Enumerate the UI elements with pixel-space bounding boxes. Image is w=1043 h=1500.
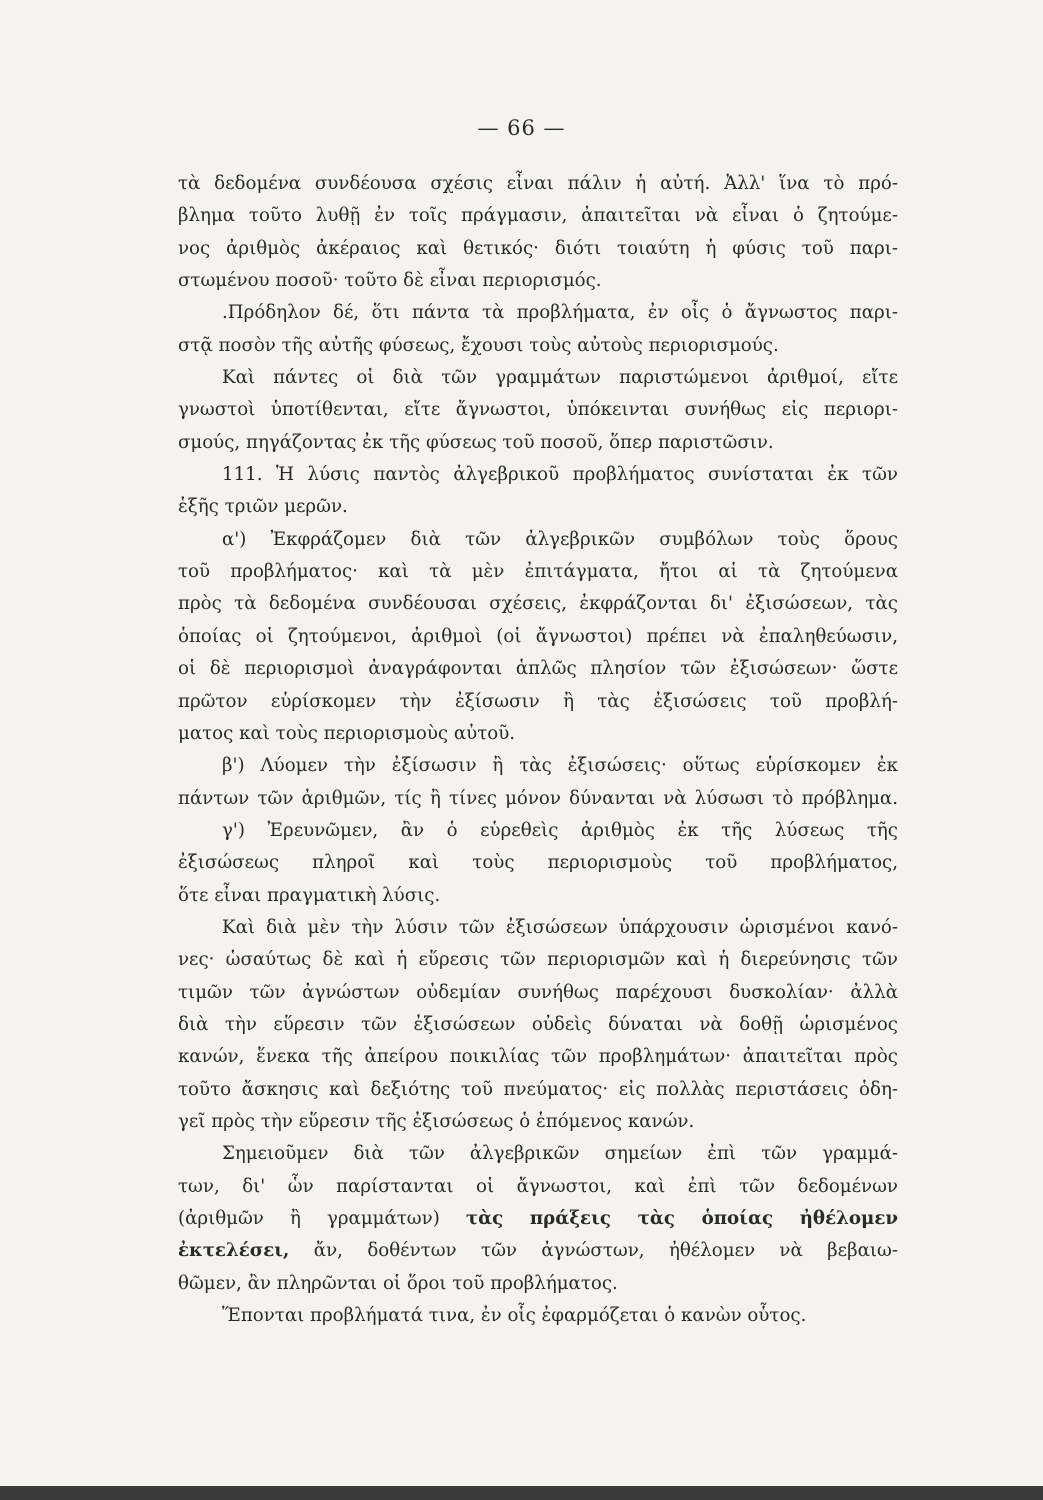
text-line: τὰ δεδομένα συνδέουσα σχέσις εἶναι πάλιν ἡ αὐτή. Ἀλλ' ἵνα τὸ πρό- bbox=[178, 173, 898, 194]
body-text bbox=[178, 168, 898, 1332]
text-line: πάντων τῶν ἀριθμῶν, τίς ἢ τίνες μόνον δύνανται νὰ λύσωσι τὸ πρόβλημα. bbox=[178, 787, 898, 809]
text-line: ὁποίας οἱ ζητούμενοι, ἀριθμοὶ (οἱ ἄγνωστοι) πρέπει νὰ ἐπαληθεύωσιν, bbox=[178, 625, 898, 647]
bold-run: ἐκτελέσει, bbox=[178, 1240, 290, 1262]
text-line: γεῖ πρὸς τὴν εὕρεσιν τῆς ἐξισώσεως ὁ ἑπόμενος κανών. bbox=[178, 1110, 695, 1132]
text-line: βλημα τοῦτο λυθῇ ἐν τοῖς πράγμασιν, ἀπαιτεῖται νὰ εἶναι ὁ ζητούμε- bbox=[178, 205, 898, 227]
rule-text: Σημειοῦμεν διὰ τῶν ἀλγεβρικῶν σημείων ἐπὶ τῶν γραμμά- bbox=[222, 1143, 898, 1165]
text-line: ματος καὶ τοὺς περιορισμοὺς αὐτοῦ. bbox=[178, 722, 516, 744]
text-run: (ἀριθμῶν ἢ γραμμάτων) bbox=[178, 1208, 466, 1229]
text-line: διὰ τὴν εὕρεσιν τῶν ἐξισώσεων οὐδεὶς δύναται νὰ δοθῇ ὡρισμένος bbox=[178, 1013, 898, 1035]
text-line: πρὸς τὰ δεδομένα συνδέουσαι σχέσεις, ἐκφράζονται δι' ἐξισώσεων, τὰς bbox=[178, 593, 898, 615]
text-line: Καὶ πάντες οἱ διὰ τῶν γραμμάτων παριστώμενοι ἀριθμοί, εἴτε bbox=[222, 367, 898, 389]
text-line: τιμῶν τῶν ἀγνώστων οὐδεμίαν συνήθως παρέχουσι δυσκολίαν· ἀλλὰ bbox=[178, 981, 898, 1003]
scan-edge bbox=[0, 1486, 1043, 1500]
rule-text: των, δι' ὧν παρίστανται οἱ ἄγνωστοι, καὶ ἐπὶ τῶν δεδομένων bbox=[178, 1175, 898, 1197]
text-line: στᾷ ποσὸν τῆς αὐτῆς φύσεως, ἔχουσι τοὺς αὐτοὺς περιορισμούς. bbox=[178, 334, 779, 356]
section-heading-111: 111. Ἡ λύσις παντὸς ἀλγεβρικοῦ προβλήματος συνίσταται ἐκ τῶν bbox=[222, 464, 898, 486]
text-line: οἱ δὲ περιορισμοὶ ἀναγράφονται ἁπλῶς πλησίον τῶν ἐξισώσεων· ὥστε bbox=[178, 658, 898, 680]
text-line: γνωστοὶ ὑποτίθενται, εἴτε ἄγνωστοι, ὑπόκεινται συνήθως εἰς περιορι- bbox=[178, 399, 898, 421]
text-line: ὅτε εἶναι πραγματικὴ λύσις. bbox=[178, 884, 441, 906]
text-line: ἑξῆς τριῶν μερῶν. bbox=[178, 496, 348, 518]
step-alpha: α') Ἐκφράζομεν διὰ τῶν ἀλγεβρικῶν συμβόλων τοὺς ὅρους bbox=[222, 528, 898, 550]
text-line: τοῦ προβλήματος· καὶ τὰ μὲν ἐπιτάγματα, ἤτοι αἱ τὰ ζητούμενα bbox=[178, 561, 898, 583]
text-line: θῶμεν, ἂν πληρῶνται οἱ ὅροι τοῦ προβλήματος. bbox=[178, 1272, 618, 1294]
text-line: νες· ὡσαύτως δὲ καὶ ἡ εὕρεσις τῶν περιορισμῶν καὶ ἡ διερεύνησις τῶν bbox=[178, 949, 898, 971]
page-number: — 66 — bbox=[477, 116, 566, 140]
text-line: τοῦτο ἄσκησις καὶ δεξιότης τοῦ πνεύματος· εἰς πολλὰς περιστάσεις ὁδη- bbox=[178, 1078, 898, 1100]
text-line: σμούς, πηγάζοντας ἐκ τῆς φύσεως τοῦ ποσοῦ, ὅπερ παριστῶσιν. bbox=[178, 431, 774, 453]
step-beta: β') Λύομεν τὴν ἐξίσωσιν ἢ τὰς ἐξισώσεις· οὕτως εὑρίσκομεν ἐκ bbox=[222, 755, 898, 777]
text-line: πρῶτον εὑρίσκομεν τὴν ἐξίσωσιν ἢ τὰς ἐξισώσεις τοῦ προβλή- bbox=[178, 690, 898, 712]
step-gamma: γ') Ἐρευνῶμεν, ἂν ὁ εὑρεθεὶς ἀριθμὸς ἐκ τῆς λύσεως τῆς bbox=[222, 819, 898, 841]
bold-run: τὰς πράξεις τὰς ὁποίας ἠθέλομεν bbox=[465, 1208, 898, 1229]
text-line: στωμένου ποσοῦ· τοῦτο δὲ εἶναι περιορισμός. bbox=[178, 270, 602, 292]
text-line: ἐξισώσεως πληροῖ καὶ τοὺς περιορισμοὺς τοῦ προβλήματος, bbox=[178, 852, 898, 874]
rule-text-emphasis bbox=[178, 1203, 898, 1235]
rule-text-emphasis bbox=[178, 1235, 898, 1267]
text-line: νος ἀριθμὸς ἀκέραιος καὶ θετικός· διότι τοιαύτη ἡ φύσις τοῦ παρι- bbox=[178, 237, 898, 259]
text-line: Ἕπονται προβλήματά τινα, ἐν οἷς ἐφαρμόζεται ὁ κανὼν οὗτος. bbox=[222, 1305, 807, 1327]
text-line: .Πρόδηλον δέ, ὅτι πάντα τὰ προβλήματα, ἐν οἷς ὁ ἄγνωστος παρι- bbox=[222, 302, 898, 324]
text-line: Καὶ διὰ μὲν τὴν λύσιν τῶν ἐξισώσεων ὑπάρχουσιν ὡρισμένοι κανό- bbox=[222, 916, 898, 938]
text-line: κανών, ἕνεκα τῆς ἀπείρου ποικιλίας τῶν προβλημάτων· ἀπαιτεῖται πρὸς bbox=[178, 1046, 898, 1068]
text-run: ἄν, δοθέντων τῶν ἀγνώστων, ἠθέλομεν νὰ βεβαιω- bbox=[289, 1240, 898, 1262]
